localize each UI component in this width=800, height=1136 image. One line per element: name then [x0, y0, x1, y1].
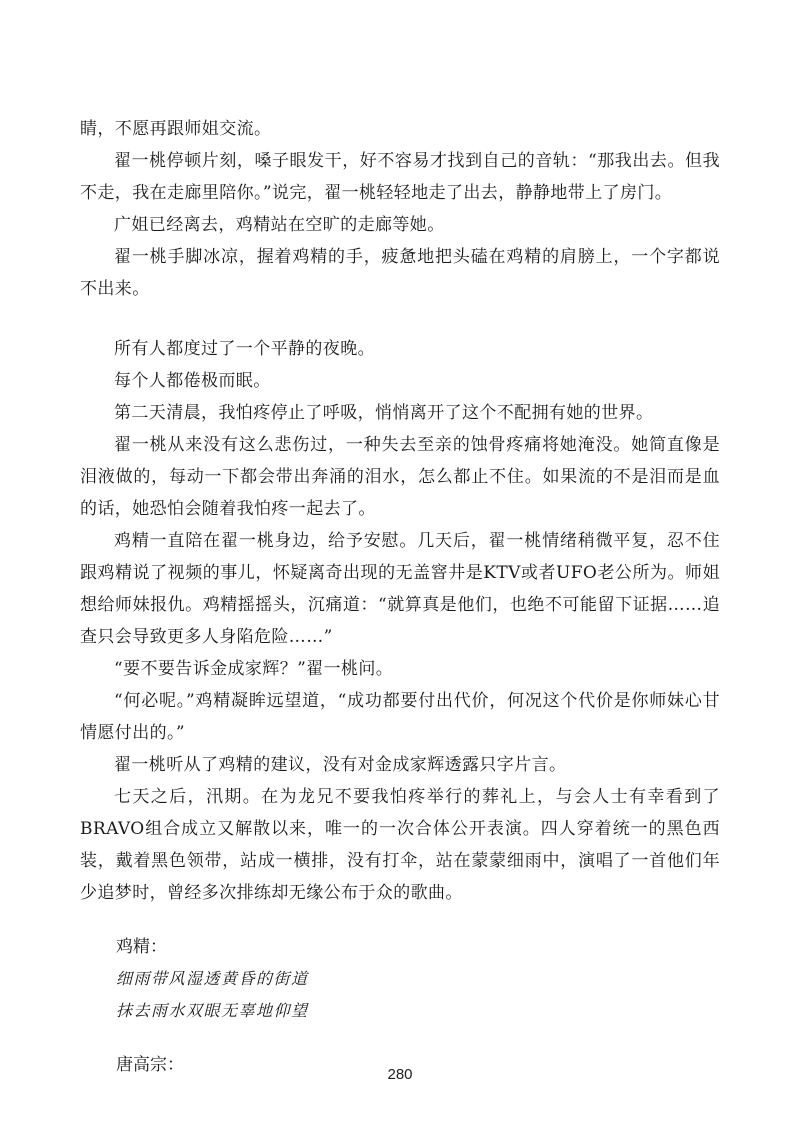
song-speaker: 唐高宗： — [116, 1055, 184, 1075]
section-break — [80, 909, 720, 931]
song-lyric-line: 抹去雨水双眼无辜地仰望 — [116, 1001, 309, 1020]
paragraph: 七天之后，汛期。在为龙兄不要我怕疼举行的葬礼上，与会人士有幸看到了BRAVO组合成立又解散以来，唯一的一次合体公开表演。四人穿着统一的黑色西装，戴着黑色领带，站成一横排，没有打伞，站在蒙蒙细雨中，演唱了一首他们年少追梦时，曾经多次排练却无缘公布于众的歌曲。 — [80, 787, 720, 903]
document-body — [80, 113, 720, 1081]
paragraph: 每个人都倦极而眠。 — [114, 371, 271, 391]
paragraph: “何必呢。”鸡精凝眸远望道，“成功都要付出代价，何况这个代价是你师妹心甘情愿付出的。” — [80, 691, 720, 743]
page-number: 280 — [387, 1066, 413, 1083]
paragraph: 睛，不愿再跟师姐交流。 — [80, 119, 272, 139]
section-break — [80, 1027, 720, 1049]
song-speaker: 鸡精： — [116, 937, 167, 957]
paragraph: 翟一桃从来没有这么悲伤过，一种失去至亲的蚀骨疼痛将她淹没。她简直像是泪液做的，每动一下都会带出奔涌的泪水，怎么都止不住。如果流的不是泪而是血的话，她恐怕会随着我怕疼一起去了。 — [80, 435, 720, 519]
paragraph: 鸡精一直陪在翟一桃身边，给予安慰。几天后，翟一桃情绪稍微平复，忍不住跟鸡精说了视频的事儿，怀疑离奇出现的无盖窨井是KTV或者UFO老公所为。师姐想给师妹报仇。鸡精摇摇头，沉痛道：“就算真是他们，也绝不可能留下证据……追查只会导致更多人身陷危险……” — [80, 531, 720, 647]
song-lyric-line: 细雨带风湿透黄昏的街道 — [116, 969, 309, 988]
paragraph: 翟一桃手脚冰凉，握着鸡精的手，疲惫地把头磕在鸡精的肩膀上，一个字都说不出来。 — [80, 247, 720, 299]
paragraph: “要不要告诉金成家辉？”翟一桃问。 — [114, 659, 394, 679]
paragraph: 广姐已经离去，鸡精站在空旷的走廊等她。 — [114, 215, 445, 235]
paragraph: 翟一桃停顿片刻，嗓子眼发干，好不容易才找到自己的音轨：“那我出去。但我不走，我在走廊里陪你。”说完，翟一桃轻轻地走了出去，静静地带上了房门。 — [80, 151, 720, 203]
paragraph: 所有人都度过了一个平静的夜晚。 — [114, 339, 375, 359]
paragraph: 翟一桃听从了鸡精的建议，没有对金成家辉透露只字片言。 — [114, 755, 567, 775]
paragraph: 第二天清晨，我怕疼停止了呼吸，悄悄离开了这个不配拥有她的世界。 — [114, 403, 654, 423]
section-break — [80, 305, 720, 333]
